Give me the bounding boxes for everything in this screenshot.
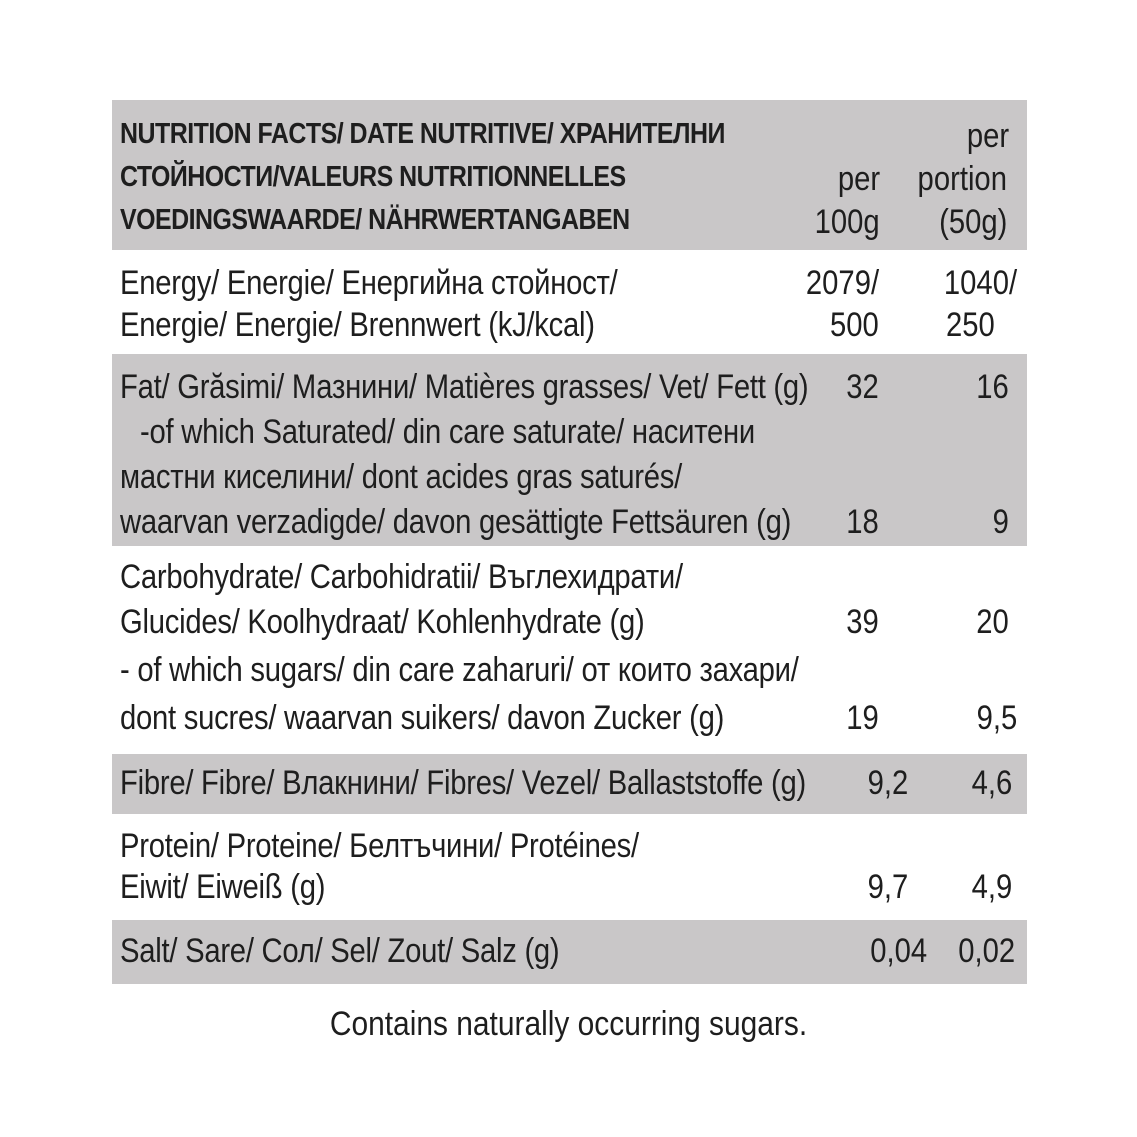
energy-per100-kcal: 500: [830, 306, 879, 344]
header-title-line-2: СТОЙНОСТИ/VALEURS NUTRITIONNELLES: [120, 161, 626, 193]
carbohydrate-label-line-1: Carbohydrate/ Carbohidratii/ Въглехидрати/: [120, 558, 683, 596]
col-portion-label-2: portion: [917, 160, 1007, 198]
col-100g-label-2: 100g: [814, 203, 880, 241]
fat-label: Fat/ Grăsimi/ Мазнини/ Matières grasses/ Vet/ Fett (g): [120, 368, 809, 406]
sugars-per100: 19: [846, 699, 879, 737]
energy-perportion-kj: 1040/: [943, 264, 1017, 302]
sugars-perportion: 9,5: [976, 699, 1017, 737]
fibre-per100: 9,2: [867, 764, 908, 802]
saturated-label-line-2: мастни киселини/ dont acides gras saturés/: [120, 458, 683, 496]
salt-label: Salt/ Sare/ Сол/ Sel/ Zout/ Salz (g): [120, 932, 560, 970]
energy-perportion-kcal: 250: [946, 306, 995, 344]
energy-per100-kj: 2079/: [805, 264, 879, 302]
carbohydrate-label-line-2: Glucides/ Koolhydraat/ Kohlenhydrate (g): [120, 603, 645, 641]
carbohydrate-per100: 39: [846, 603, 879, 641]
protein-label-line-2: Eiwit/ Eiweiß (g): [120, 868, 326, 906]
sugars-label-line-1: - of which sugars/ din care zaharuri/ от които захари/: [120, 651, 799, 689]
col-portion-label-1: per: [966, 117, 1009, 155]
footnote: Contains naturally occurring sugars.: [329, 1005, 808, 1043]
protein-label-line-1: Protein/ Proteine/ Белтъчини/ Protéines/: [120, 827, 639, 865]
col-portion-label-3: (50g): [938, 203, 1007, 241]
saturated-label-line-3: waarvan verzadigde/ davon gesättigte Fettsäuren (g): [120, 503, 792, 541]
saturated-per100: 18: [846, 503, 879, 541]
saturated-perportion: 9: [992, 503, 1009, 541]
protein-per100: 9,7: [867, 868, 908, 906]
energy-label-line-2: Energie/ Energie/ Brennwert (kJ/kcal): [120, 306, 595, 344]
fat-per100: 32: [846, 368, 879, 406]
fibre-perportion: 4,6: [971, 764, 1012, 802]
carbohydrate-perportion: 20: [976, 603, 1009, 641]
salt-perportion: 0,02: [958, 932, 1015, 970]
col-100g-label-1: per: [837, 160, 880, 198]
protein-perportion: 4,9: [971, 868, 1012, 906]
fibre-label: Fibre/ Fibre/ Влакнини/ Fibres/ Vezel/ Ballaststoffe (g): [120, 764, 806, 802]
fat-perportion: 16: [976, 368, 1009, 406]
saturated-label-line-1: -of which Saturated/ din care saturate/ наситени: [140, 413, 756, 451]
header-title-line-3: VOEDINGSWAARDE/ NÄHRWERTANGABEN: [120, 204, 630, 236]
sugars-label-line-2: dont sucres/ waarvan suikers/ davon Zucker (g): [120, 699, 725, 737]
salt-per100: 0,04: [870, 932, 927, 970]
header-title-line-1: NUTRITION FACTS/ DATE NUTRITIVE/ ХРАНИТЕЛНИ: [120, 118, 725, 150]
energy-label-line-1: Energy/ Energie/ Енергийна стойност/: [120, 264, 618, 302]
